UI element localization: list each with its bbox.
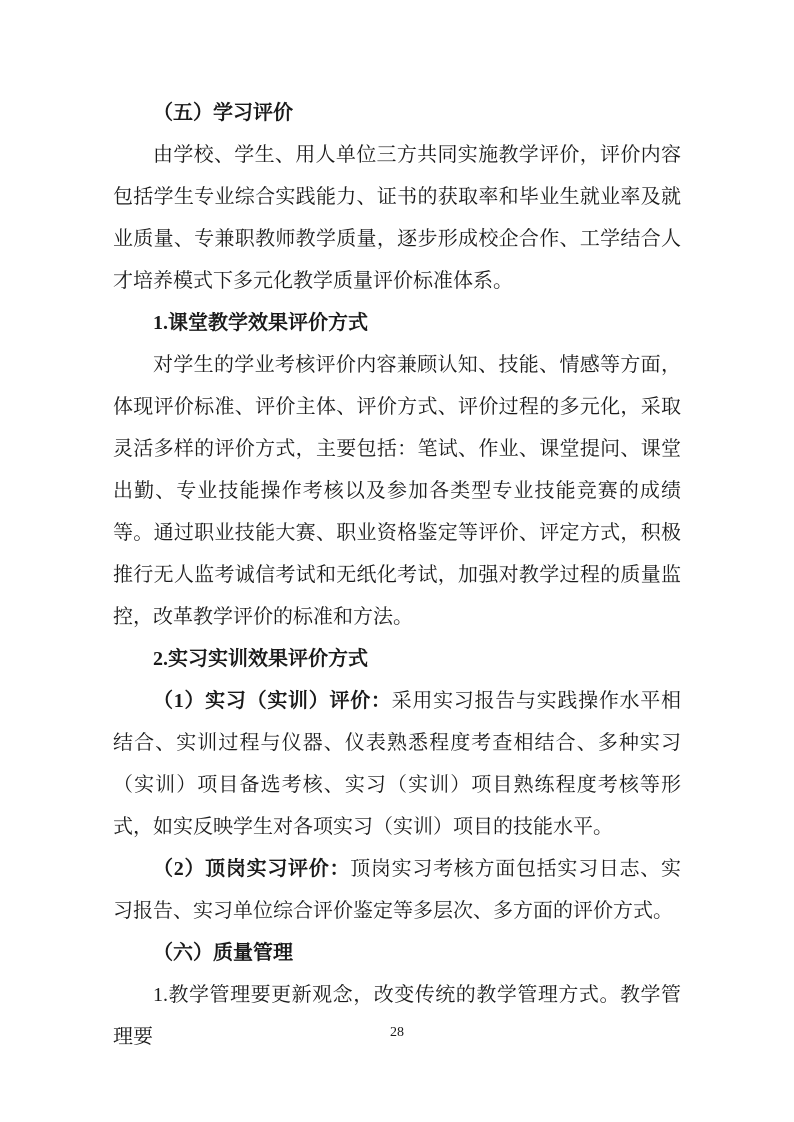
page-number: 28 (390, 1025, 404, 1040)
paragraph-text-post-practice: 顶岗实习考核方面包括实习日志、实习报告、实习单位综合评价鉴定等多层次、多方面的评价方式。 (113, 858, 682, 922)
paragraph-quality-management: 1.教学管理要更新观念，改变传统的教学管理方式。教学管理要 (113, 984, 681, 1048)
section-heading-6: （六）质量管理 (153, 942, 293, 964)
paragraph-post-practice-evaluation (113, 848, 681, 932)
paragraph-text-internship: 采用实习报告与实践操作水平相结合、实训过程与仪器、仪表熟悉程度考查相结合、多种实习（实训）项目备选考核、实习（实训）项目熟练程度考核等形式，如实反映学生对各项实习（实训）项目的技能水平。 (113, 690, 682, 838)
paragraph-lead-internship: （1）实习（实训）评价： (153, 690, 392, 712)
page-content (113, 92, 681, 1058)
section-heading-5: （五）学习评价 (153, 102, 293, 124)
paragraph-internship-evaluation (113, 680, 681, 848)
sub-heading-classroom-evaluation: 1.课堂教学效果评价方式 (153, 312, 368, 334)
paragraph-evaluation-overview: 由学校、学生、用人单位三方共同实施教学评价，评价内容包括学生专业综合实践能力、证书的获取率和毕业生就业率及就业质量、专兼职教师教学质量，逐步形成校企合作、工学结合人才培养模式下多元化教学质量评价标准体系。 (113, 144, 681, 292)
paragraph-lead-post-practice: （2）顶岗实习评价： (153, 858, 351, 880)
sub-heading-practice-evaluation: 2.实习实训效果评价方式 (153, 648, 368, 670)
paragraph-classroom-evaluation: 对学生的学业考核评价内容兼顾认知、技能、情感等方面，体现评价标准、评价主体、评价方式、评价过程的多元化，采取灵活多样的评价方式，主要包括：笔试、作业、课堂提问、课堂出勤、专业技能操作考核以及参加各类型专业技能竞赛的成绩等。通过职业技能大赛、职业资格鉴定等评价、评定方式，积极推行无人监考诚信考试和无纸化考试，加强对教学过程的质量监控，改革教学评价的标准和方法。 (113, 354, 681, 628)
